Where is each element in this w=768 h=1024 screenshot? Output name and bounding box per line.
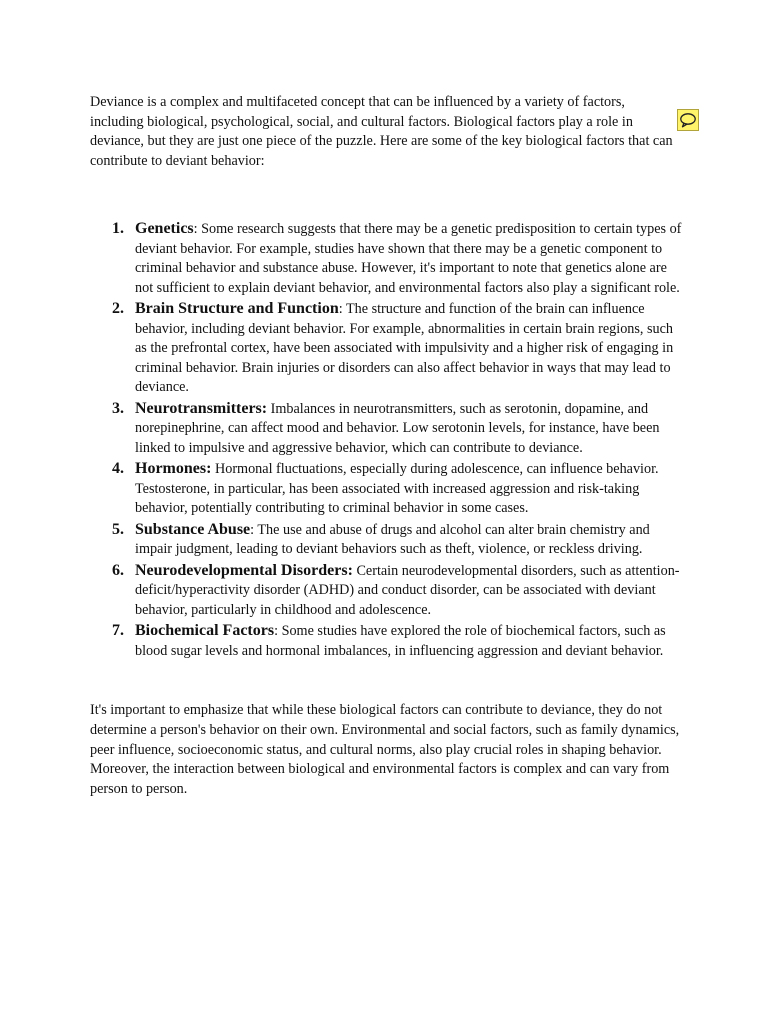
factor-number: 2. <box>112 300 124 318</box>
factor-text: : Some research suggests that there may be a genetic predisposition to certain types of deviant behavior. For example, studies have shown that there may be a genetic component to criminal behavior and substance abuse. However, it's important to note that genetics alone are not sufficient to explain deviant behavior, and environmental factors also play a significant role. <box>135 221 682 296</box>
factor-title: Genetics <box>135 220 194 238</box>
factor-item-neurotransmitters <box>90 399 682 459</box>
factor-text: : The structure and function of the brain can influence behavior, including deviant behavior. For example, abnormalities in certain brain regions, such as the prefrontal cortex, have been associated with impulsivity and a higher risk of engaging in criminal behavior. Brain injuries or disorders can also affect behavior in ways that may lead to deviance. <box>135 301 674 396</box>
factor-title: Brain Structure and Function <box>135 300 339 318</box>
factor-title: Neurodevelopmental Disorders: <box>135 561 353 579</box>
factor-item-substance-abuse <box>90 520 682 560</box>
factor-title: Biochemical Factors <box>135 622 275 640</box>
factor-number: 7. <box>112 622 124 640</box>
factor-text: : Some studies have explored the role of biochemical factors, such as blood sugar levels and hormonal imbalances, in influencing aggression and deviant behavior. <box>135 623 666 659</box>
factor-title: Substance Abuse <box>135 520 251 538</box>
document-page <box>90 93 682 799</box>
comment-icon[interactable] <box>677 109 699 131</box>
factor-number: 6. <box>112 561 124 579</box>
factor-title: Hormones: <box>135 460 212 478</box>
conclusion-paragraph: It's important to emphasize that while these biological factors can contribute to deviance, they do not determine a person's behavior on their own. Environmental and social factors, such as family dynamics, peer influence, socioeconomic status, and cultural norms, also play crucial roles in shaping behavior. Moreover, the interaction between biological and environmental factors is complex and can vary from person to person. <box>90 702 680 797</box>
factor-text: Hormonal fluctuations, especially during adolescence, can influence behavior. Testosterone, in particular, has been associated with increased aggression and risk-taking behavior, potentially contributing to criminal behavior in some cases. <box>135 461 659 517</box>
factor-list <box>90 219 682 661</box>
factor-number: 4. <box>112 460 124 478</box>
factor-item-neurodevelopmental <box>90 561 682 621</box>
factor-number: 5. <box>112 520 124 538</box>
factor-item-hormones <box>90 459 682 519</box>
intro-paragraph: Deviance is a complex and multifaceted concept that can be influenced by a variety of factors, including biological, psychological, social, and cultural factors. Biological factors play a role in deviance, but they are just one piece of the puzzle. Here are some of the key biological factors that can contribute to deviant behavior: <box>90 94 673 169</box>
factor-number: 1. <box>112 220 124 238</box>
factor-text: : The use and abuse of drugs and alcohol can alter brain chemistry and impair judgment, leading to deviant behaviors such as theft, violence, or reckless driving. <box>135 521 650 558</box>
speech-bubble-icon <box>679 112 697 128</box>
factor-text: Imbalances in neurotransmitters, such as serotonin, dopamine, and norepinephrine, can affect mood and behavior. Low serotonin levels, for instance, have been linked to impulsive and aggressive behavior, which can contribute to deviance. <box>135 400 660 456</box>
factor-title: Neurotransmitters: <box>135 399 268 417</box>
factor-number: 3. <box>112 399 124 417</box>
factor-item-brain-structure <box>90 299 682 398</box>
factor-item-genetics <box>90 219 682 298</box>
factor-item-biochemical <box>90 621 682 661</box>
factor-text: Certain neurodevelopmental disorders, such as attention-deficit/hyperactivity disorder (ADHD) and conduct disorder, can be associated with deviant behavior, particularly in childhood and adolescence. <box>135 562 680 618</box>
